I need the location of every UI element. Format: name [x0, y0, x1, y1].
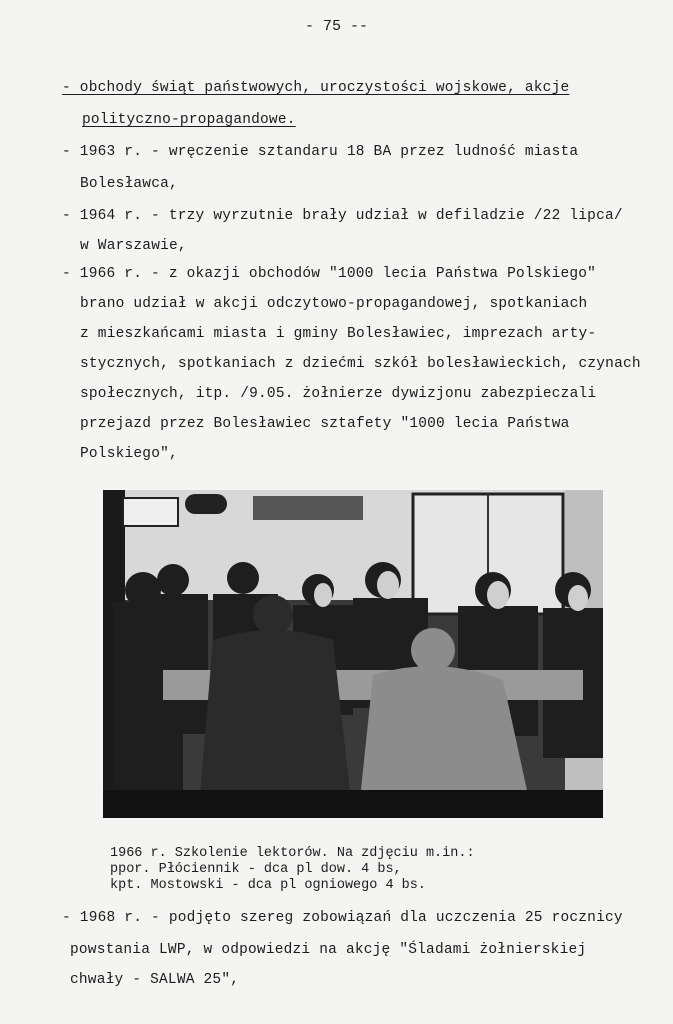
text-line: - 1966 r. - z okazji obchodów "1000 lecia Państwa Polskiego": [62, 266, 597, 282]
group-photo: [103, 490, 603, 818]
photo-caption-line: 1966 r. Szkolenie lektorów. Na zdjęciu m.in.:: [110, 846, 475, 861]
text-line: - obchody świąt państwowych, uroczystości wojskowe, akcje: [62, 80, 570, 96]
text-line: Bolesławca,: [80, 176, 178, 192]
page-number: - 75 --: [304, 18, 368, 35]
photo-caption-line: kpt. Mostowski - dca pl ogniowego 4 bs.: [110, 878, 426, 893]
text-line: - 1968 r. - podjęto szereg zobowiązań dla uczczenia 25 rocznicy: [62, 910, 623, 926]
text-line: - 1964 r. - trzy wyrzutnie brały udział w defiladzie /22 lipca/: [62, 208, 623, 224]
text-line: społecznych, itp. /9.05. żołnierze dywizjonu zabezpieczali: [80, 386, 597, 402]
text-line: powstania LWP, w odpowiedzi na akcję "Śladami żołnierskiej: [70, 942, 587, 958]
text-line: Polskiego",: [80, 446, 178, 462]
text-line: chwały - SALWA 25",: [70, 972, 240, 988]
text-line: - 1963 r. - wręczenie sztandaru 18 BA przez ludność miasta: [62, 144, 579, 160]
text-line: stycznych, spotkaniach z dziećmi szkół bolesławieckich, czynach: [80, 356, 641, 372]
text-line: w Warszawie,: [80, 238, 187, 254]
photo-image: [103, 490, 603, 818]
text-line: z mieszkańcami miasta i gminy Bolesławiec, imprezach arty-: [80, 326, 597, 342]
text-line: polityczno-propagandowe.: [82, 112, 296, 128]
text-line: brano udział w akcji odczytowo-propagandowej, spotkaniach: [80, 296, 588, 312]
photo-caption-line: ppor. Płóciennik - dca pl dow. 4 bs,: [110, 862, 402, 877]
text-line: przejazd przez Bolesławiec sztafety "1000 lecia Państwa: [80, 416, 570, 432]
